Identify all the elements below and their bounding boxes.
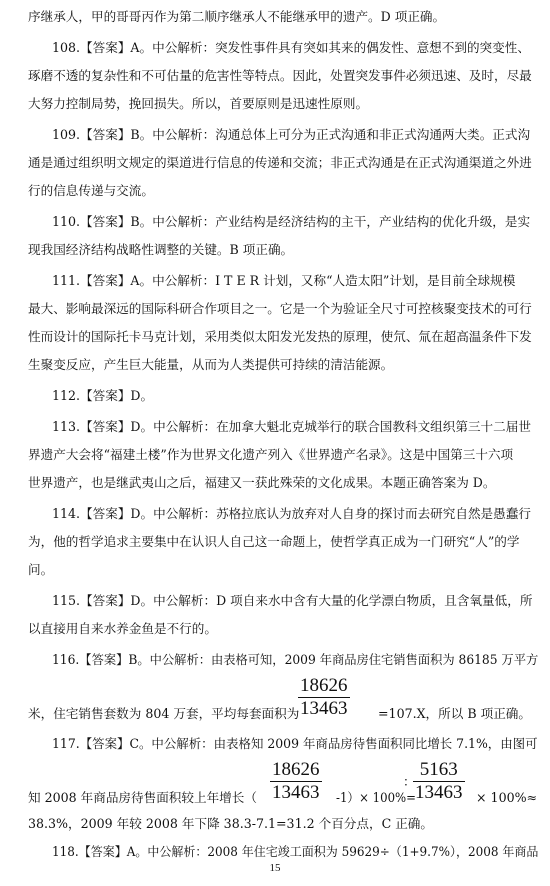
text-line: =107.X，所以 B 项正确。 xyxy=(378,706,531,721)
answer-112-line: 112.【答案】D。 xyxy=(52,388,154,403)
text-line: 现我国经济结构战略性调整的关键。B 项正确。 xyxy=(28,242,294,257)
text-line: 行的信息传递与交流。 xyxy=(28,183,154,198)
fraction-numerator: 5163 xyxy=(419,759,458,780)
text-line: 以直接用自来水养金鱼是不行的。 xyxy=(28,621,217,636)
text-line: × 100%≈ xyxy=(476,790,538,805)
answer-108-line: 108.【答案】A。中公解析：突发性事件具有突如其来的偶发性、意想不到的突变性、 xyxy=(52,40,530,55)
answer-117-line: 117.【答案】C。中公解析：由表格知 2009 年商品房待售面积同比增长 7.1%，由图可 xyxy=(52,736,538,751)
answer-118-line: 118.【答案】A。中公解析：2008 年住宅竣工面积为 59629÷（1+9.7%），2008 年商品 xyxy=(52,844,538,859)
fraction-denominator: 13463 xyxy=(415,782,463,803)
answer-111-line: 111.【答案】A。中公解析：I T E R 计划，又称“人造太阳”计划，是目前全球规模 xyxy=(52,273,516,288)
text-line: 序继承人，甲的哥哥丙作为第二顺序继承人不能继承甲的遗产。D 项正确。 xyxy=(28,9,446,24)
text-line: 知 2008 年商品房待售面积较上年增长（ xyxy=(28,790,257,805)
text-line: 38.3%，2009 年较 2008 年下降 38.3-7.1=31.2 个百分点，C 正确。 xyxy=(28,816,433,831)
answer-116-line: 116.【答案】B。中公解析：由表格可知，2009 年商品房住宅销售面积为 86185 万平方 xyxy=(52,652,538,667)
fraction-numerator: 18626 xyxy=(272,759,320,780)
colon-sign: ： xyxy=(403,774,416,789)
text-line: 世界遗产，也是继武夷山之后，福建又一获此殊荣的文化成果。本题正确答案为 D。 xyxy=(28,475,496,490)
answer-114-line: 114.【答案】D。中公解析：苏格拉底认为放弃对人自身的探讨而去研究自然是愚蠢行 xyxy=(52,506,531,521)
text-line: 米，住宅销售套数为 804 万套，平均每套面积为 xyxy=(28,706,300,721)
text-line: 生聚变反应，产生巨大能量，从而为人类提供可持续的清洁能源。 xyxy=(28,357,394,372)
text-line: 琢磨不透的复杂性和不可估量的危害性等特点。因此，处置突发事件必须迅速、及时，尽最 xyxy=(28,68,532,83)
fraction-denominator: 13463 xyxy=(300,698,348,719)
text-line: 为，他的哲学追求主要集中在认识人自己这一命题上，使哲学真正成为一门研究“人”的学 xyxy=(28,534,520,549)
text-line: 界遗产大会将“福建土楼”作为世界文化遗产列入《世界遗产名录》。这是中国第三十六项 xyxy=(28,447,514,462)
fraction-denominator: 13463 xyxy=(272,782,320,803)
answer-113-line: 113.【答案】D。中公解析：在加拿大魁北克城举行的联合国教科文组织第三十二届世 xyxy=(52,419,531,434)
text-line: -1）× 100%= xyxy=(336,790,416,805)
text-line: 通是通过组织明文规定的渠道进行信息的传递和交流；非正式沟通是在正式沟通渠道之外进 xyxy=(28,155,532,170)
text-line: 大努力控制局势，挽回损失。所以，首要原则是迅速性原则。 xyxy=(28,96,369,111)
text-line: 问。 xyxy=(28,562,54,577)
text-line: 性而设计的国际托卡马克计划，采用类似太阳发光发热的原理，使氘、氚在超高温条件下发 xyxy=(28,329,532,344)
fraction-numerator: 18626 xyxy=(300,675,348,696)
answer-115-line: 115.【答案】D。中公解析：D 项自来水中含有大量的化学漂白物质，且含氧量低，所 xyxy=(52,593,533,608)
page-number: 15 xyxy=(269,862,281,874)
answer-110-line: 110.【答案】B。中公解析：产业结构是经济结构的主干，产业结构的优化升级，是实 xyxy=(52,214,531,229)
answer-109-line: 109.【答案】B。中公解析：沟通总体上可分为正式沟通和非正式沟通两大类。正式沟 xyxy=(52,127,531,142)
text-line: 最大、影响最深远的国际科研合作项目之一。它是一个为验证全尺寸可控核聚变技术的可行 xyxy=(28,301,532,316)
